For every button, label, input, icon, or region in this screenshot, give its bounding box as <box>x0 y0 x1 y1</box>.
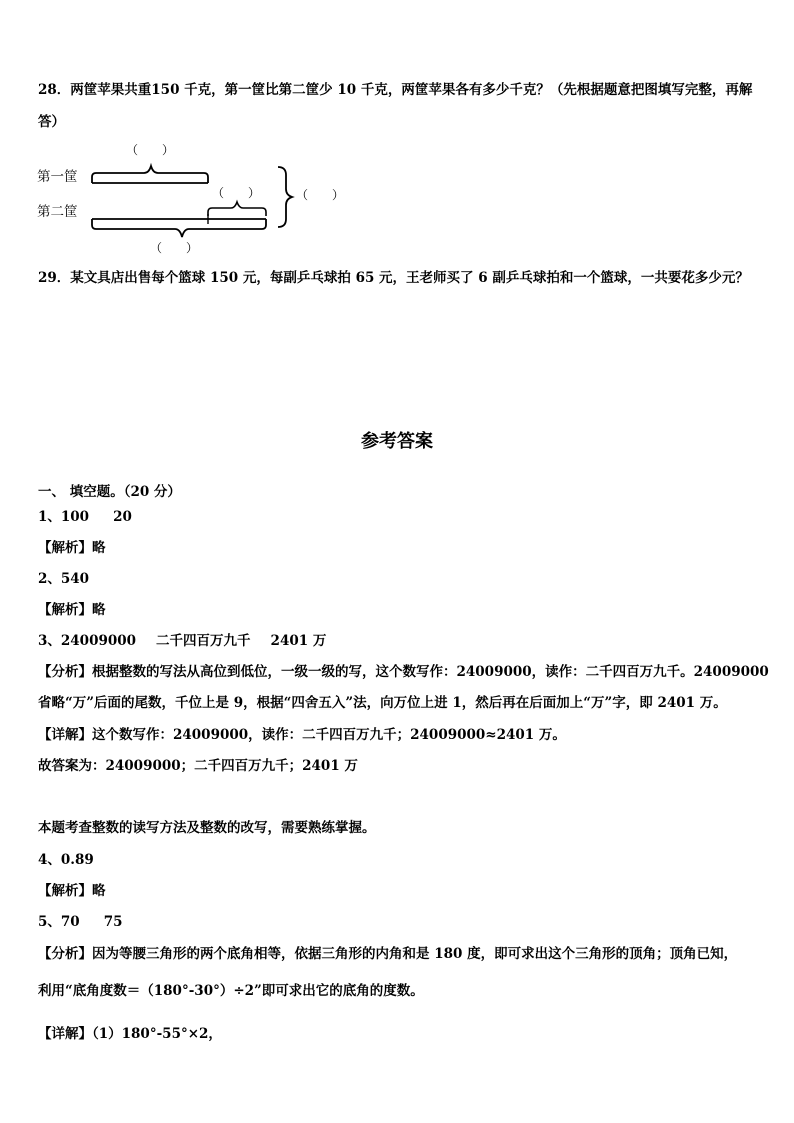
answer-3-note: 本题考查整数的读写方法及整数的改写，需要熟练掌握。 <box>38 820 376 836</box>
bottom-paren: （ ） <box>150 241 199 255</box>
mid-paren: （ ） <box>212 186 261 200</box>
answer-3-val3: 2401 万 <box>270 633 327 649</box>
section1-heading: 一、 填空题。（20 分） <box>38 484 181 500</box>
q28-line2: 答） <box>38 114 65 130</box>
q29-text: 29．某文具店出售每个篮球 150 元，每副乒乓球拍 65 元，王老师买了 6 副乒乓球拍和一个篮球，一共要花多少元？ <box>38 270 749 286</box>
answer-5-val2: 75 <box>103 914 123 930</box>
answer-3-fenxi-2: 省略“万”后面的尾数，千位上是 9，根据“四舍五入”法，向万位上进 1，然后再在后面加上“万”字，即 2401 万。 <box>38 695 727 711</box>
answer-1 <box>38 511 132 525</box>
answer-1-val2: 20 <box>113 509 132 525</box>
answer-5 <box>38 916 122 930</box>
answer-3-answer: 故答案为：24009000；二千四百万九千；2401 万 <box>38 758 358 774</box>
right-brace <box>278 167 292 227</box>
label-second-basket: 第二筐 <box>37 204 78 220</box>
answer-1-num: 1、100 <box>38 509 90 525</box>
top-paren: （ ） <box>126 143 175 157</box>
q28-line1: 28．两筐苹果共重150 千克，第一筐比第二筐少 10 千克，两筐苹果各有多少千克？（先根据题意把图填写完整，再解 <box>38 82 753 98</box>
answer-4-jiexi: 【解析】略 <box>38 883 106 899</box>
label-first-basket: 第一筐 <box>37 169 78 185</box>
answer-5-fenxi-1: 【分析】因为等腰三角形的两个底角相等，依据三角形的内角和是 180 度，即可求出这个三角形的顶角；顶角已知， <box>38 946 738 962</box>
answers-title: 参考答案 <box>361 431 433 452</box>
answer-1-jiexi: 【解析】略 <box>38 540 106 556</box>
answer-2-jiexi: 【解析】略 <box>38 602 106 618</box>
answer-3-val2: 二千四百万九千 <box>156 633 251 649</box>
answer-3-num: 3、24009000 <box>38 633 137 649</box>
answer-3-fenxi-1: 【分析】根据整数的写法从高位到低位，一级一级的写，这个数写作：24009000，读作：二千四百万九千。24009000 <box>38 664 769 680</box>
answer-3 <box>38 635 326 649</box>
answer-5-xiangjie: 【详解】（1）180°-55°×2， <box>38 1026 222 1042</box>
top-brace <box>92 166 208 183</box>
answer-5-num: 5、70 <box>38 914 80 930</box>
right-paren: （ ） <box>296 188 345 202</box>
q28-diagram <box>0 0 794 300</box>
answer-3-xiangjie: 【详解】这个数写作：24009000，读作：二千四百万九千；24009000≈2401 万。 <box>38 727 566 743</box>
mid-brace <box>208 202 266 216</box>
answer-4-num: 4、0.89 <box>38 852 94 868</box>
answer-2-num: 2、540 <box>38 571 90 587</box>
answer-5-fenxi-2: 利用“底角度数＝（180°-30°）÷2”即可求出它的底角的度数。 <box>38 983 424 999</box>
bottom-brace <box>92 219 266 237</box>
